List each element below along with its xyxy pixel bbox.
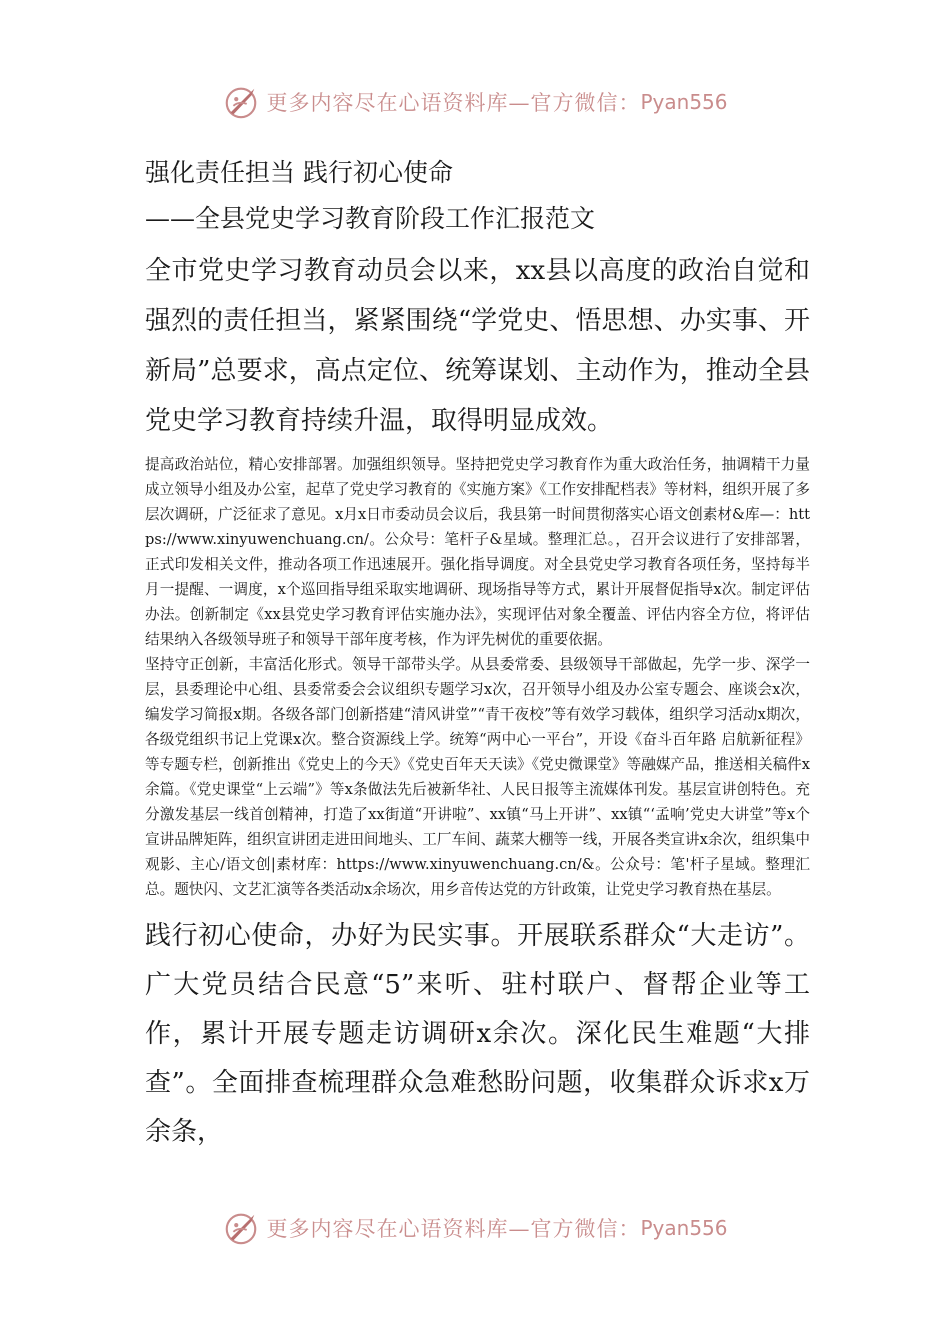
footer-banner <box>0 1208 950 1248</box>
paragraph-innovation: 坚持守正创新，丰富活化形式。领导干部带头学。从县委常委、县级领导干部做起，先学一步、深学一层，县委理论中心组、县委常委会会议组织专题学习x次，召开领导小组及办公室专题会、座谈会x次，编发学习简报x期。各级各部门创新搭建“清风讲堂”“青干夜校”等有效学习载体，组织学习活动x期次，各级党组织书记上党课x次。整合资源线上学。统筹“两中心一平台”，开设《奋斗百年路 启航新征程》等专题专栏，创新推出《党史上的今天》《党史百年天天读》《党史微课堂》等融媒产品，推送相关稿件x余篇。《党史课堂“上云端”》等x条做法先后被新华社、人民日报等主流媒体刊发。基层宣讲创特色。充分激发基层一线首创精神，打造了xx街道“开讲啦”、xx镇“马上开讲”、xx镇“‘孟响’党史大讲堂”等x个宣讲品牌矩阵，组织宣讲团走进田间地头、工厂车间、蔬菜大棚等一线，开展各类宣讲x余次，组织集中观影、主心/语文创|素材库：https://www.xinyuwenchuang.cn/&。公众号：笔'杆子星域。整理汇总。题快闪、文艺汇演等各类活动x余场次，用乡音传达党的方针政策，让党史学习教育热在基层。 <box>145 656 810 898</box>
document-body <box>145 150 810 1157</box>
document-title: 强化责任担当 践行初心使命 <box>145 158 453 187</box>
paragraph-practical-matters: 践行初心使命，办好为民实事。开展联系群众“大走访”。广大党员结合民意“5”来听、驻村联户、督帮企业等工作，累计开展专题走访调研x余次。深化民生难题“大排查”。全面排查梳理群众急难愁盼问题，收集群众诉求x万余条， <box>145 921 810 1147</box>
header-banner <box>0 82 950 122</box>
document-subtitle: ——全县党史学习教育阶段工作汇报范文 <box>145 204 596 233</box>
intro-paragraph: 全市党史学习教育动员会以来，xx县以高度的政治自觉和强烈的责任担当，紧紧围绕“学党史、悟思想、办实事、开新局”总要求，高点定位、统筹谋划、主动作为，推动全县党史学习教育持续升温，取得明显成效。 <box>145 256 810 436</box>
pen-logo-icon <box>222 83 260 121</box>
pen-logo-icon <box>222 1209 260 1247</box>
footer-banner-text: 更多内容尽在心语资料库—官方微信： <box>266 1217 641 1241</box>
banner-wechat-id: Pyan556 <box>640 90 728 114</box>
banner-text: 更多内容尽在心语资料库—官方微信： <box>266 91 641 115</box>
paragraph-deployment: 提高政治站位，精心安排部署。加强组织领导。坚持把党史学习教育作为重大政治任务，抽调精干力量成立领导小组及办公室，起草了党史学习教育的《实施方案》《工作安排配档表》等材料，组织开展了多层次调研，广泛征求了意见。x月x日市委动员会议后，我县第一时间贯彻落实心语文创素材&库—：https://www.xinyuwenchuang.cn/。公众号：笔杆子&星域。整理汇总。，召开会议进行了安排部署，正式印发相关文件，推动各项工作迅速展开。强化指导调度。对全县党史学习教育各项任务，坚持每半月一提醒、一调度，x个巡回指导组采取实地调研、现场指导等方式，累计开展督促指导x次。制定评估办法。创新制定《xx县党史学习教育评估实施办法》，实现评估对象全覆盖、评估内容全方位，将评估结果纳入各级领导班子和领导干部年度考核，作为评先树优的重要依据。 <box>145 456 810 648</box>
footer-banner-wechat-id: Pyan556 <box>640 1216 728 1240</box>
